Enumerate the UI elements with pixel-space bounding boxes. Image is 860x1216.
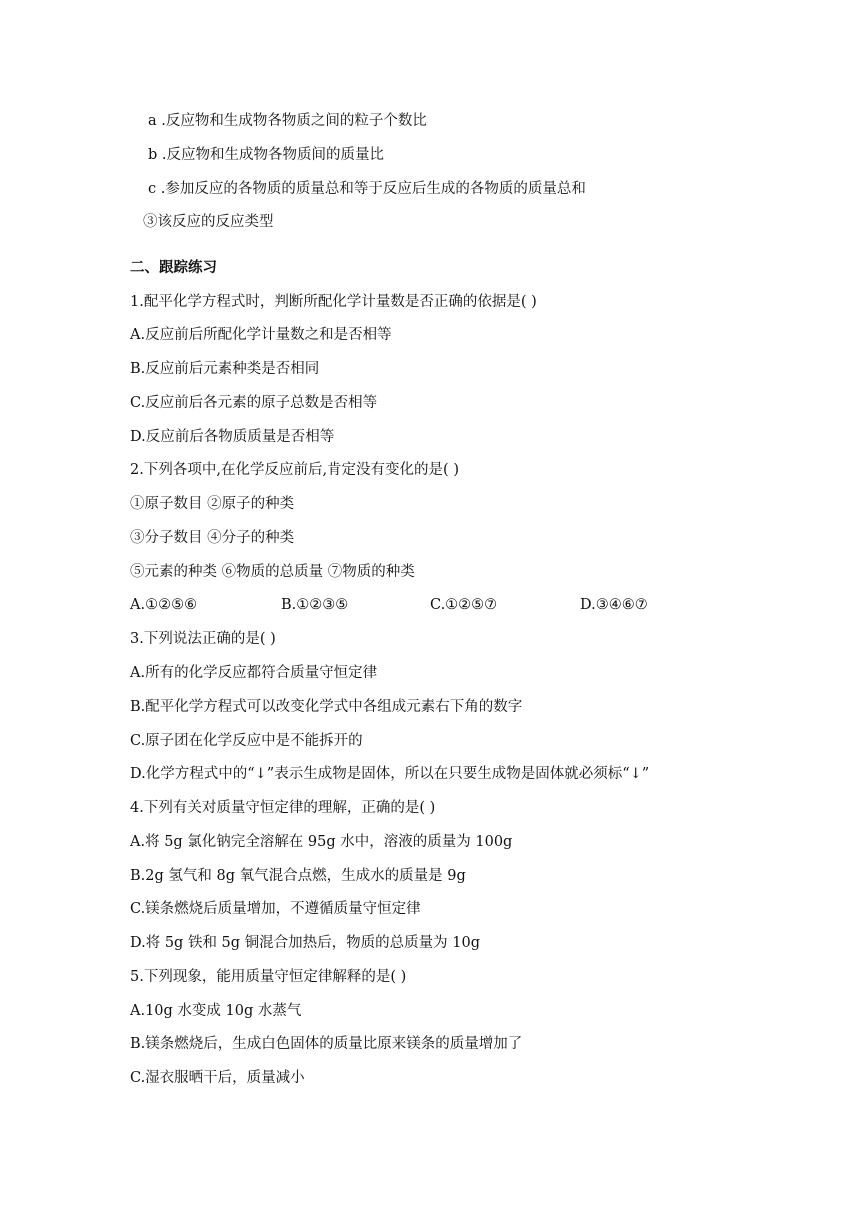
q3-option-b: B.配平化学方程式可以改变化学式中各组成元素右下角的数字 <box>130 699 523 715</box>
q4-option-d: D.将 5g 铁和 5g 铜混合加热后，物质的总质量为 10g <box>130 935 481 951</box>
section-heading: 二、跟踪练习 <box>130 259 217 276</box>
q1-option-b: B.反应前后元素种类是否相同 <box>130 361 320 377</box>
q4-option-b: B.2g 氢气和 8g 氧气混合点燃，生成水的质量是 9g <box>130 868 466 884</box>
q2-choice-b: B.①②③⑤ <box>281 597 349 613</box>
q2-item-line-2: ③分子数目 ④分子的种类 <box>130 530 295 546</box>
intro-item-a: a .反应物和生成物各物质之间的粒子个数比 <box>148 113 427 129</box>
q1-option-a: A.反应前后所配化学计量数之和是否相等 <box>130 327 392 343</box>
q5-option-a: A.10g 水变成 10g 水蒸气 <box>130 1003 302 1019</box>
q3-option-a: A.所有的化学反应都符合质量守恒定律 <box>130 665 378 681</box>
q4-option-c: C.镁条燃烧后质量增加，不遵循质量守恒定律 <box>130 901 421 917</box>
q1-option-d: D.反应前后各物质质量是否相等 <box>130 429 335 445</box>
q5-option-c: C.湿衣服晒干后，质量减小 <box>130 1070 305 1086</box>
q3-option-c: C.原子团在化学反应中是不能拆开的 <box>130 733 363 749</box>
q3-option-d: D.化学方程式中的“↓”表示生成物是固体，所以在只要生成物是固体就必须标“↓” <box>130 766 650 782</box>
q4-option-a: A.将 5g 氯化钠完全溶解在 95g 水中，溶液的质量为 100g <box>130 834 513 850</box>
q2-choice-d: D.③④⑥⑦ <box>580 597 648 613</box>
q2-item-line-3: ⑤元素的种类 ⑥物质的总质量 ⑦物质的种类 <box>130 564 415 580</box>
q5-stem: 5.下列现象，能用质量守恒定律解释的是( ) <box>130 969 407 985</box>
q5-option-b: B.镁条燃烧后，生成白色固体的质量比原来镁条的质量增加了 <box>130 1036 523 1052</box>
q4-stem: 4.下列有关对质量守恒定律的理解，正确的是( ) <box>130 800 436 816</box>
q1-stem: 1.配平化学方程式时，判断所配化学计量数是否正确的依据是( ) <box>130 294 537 310</box>
q2-choice-a: A.①②⑤⑥ <box>130 597 198 613</box>
q2-item-line-1: ①原子数目 ②原子的种类 <box>130 496 295 512</box>
q2-stem: 2.下列各项中,在化学反应前后,肯定没有变化的是( ) <box>130 462 459 478</box>
q2-choice-c: C.①②⑤⑦ <box>430 597 498 613</box>
q1-option-c: C.反应前后各元素的原子总数是否相等 <box>130 395 378 411</box>
intro-item-3: ③该反应的反应类型 <box>143 214 274 230</box>
intro-item-c: c .参加反应的各物质的质量总和等于反应后生成的各物质的质量总和 <box>148 181 586 197</box>
q3-stem: 3.下列说法正确的是( ) <box>130 631 276 647</box>
intro-item-b: b .反应物和生成物各物质间的质量比 <box>148 147 384 163</box>
